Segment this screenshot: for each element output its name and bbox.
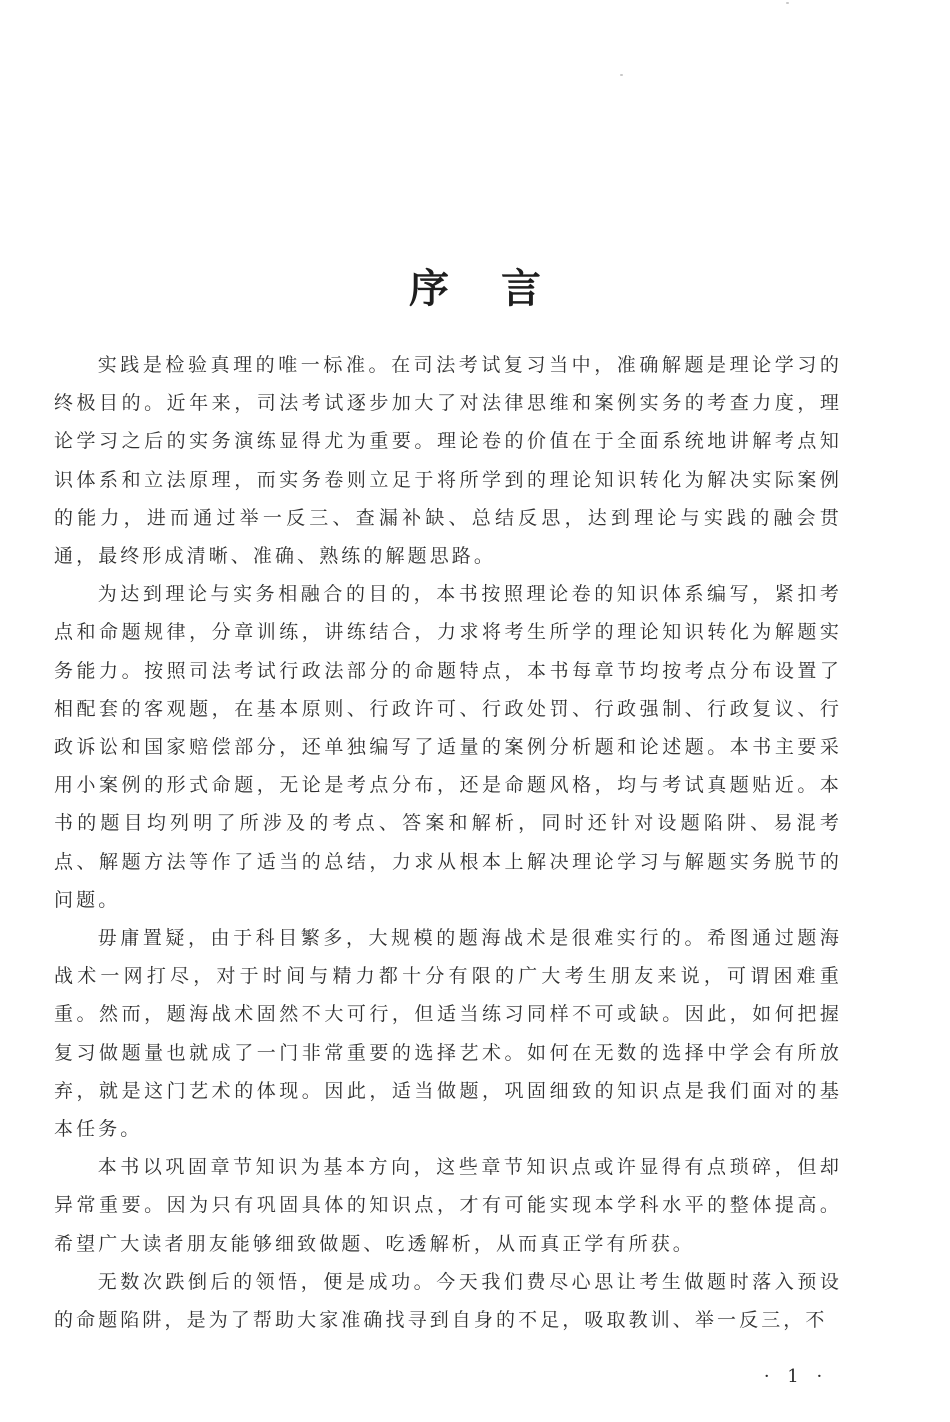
paragraph: 本书以巩固章节知识为基本方向，这些章节知识点或许显得有点琐碎，但却异常重要。因为只有巩固具体的知识点，才有可能实现本学科水平的整体提高。希望广大读者朋友能够细致做题、吃透解析，从而真正学有所获。 bbox=[54, 1156, 842, 1255]
page-number: · 1 · bbox=[763, 1366, 829, 1387]
scan-speck bbox=[786, 2, 789, 4]
paragraph: 实践是检验真理的唯一标准。在司法考试复习当中，准确解题是理论学习的终极目的。近年来，司法考试逐步加大了对法律思维和案例实务的考查力度，理论学习之后的实务演练显得尤为重要。理论卷的价值在于全面系统地讲解考点知识体系和立法原理，而实务卷则立足于将所学到的理论知识转化为解决实际案例的能力，进而通过举一反三、查漏补缺、总结反思，达到理论与实践的融会贯通，最终形成清晰、准确、熟练的解题思路。 bbox=[54, 354, 842, 568]
paragraph: 无数次跌倒后的领悟，便是成功。今天我们费尽心思让考生做题时落入预设的命题陷阱，是为了帮助大家准确找寻到自身的不足，吸取教训、举一反三，不 bbox=[54, 1270, 842, 1332]
page-title: 序言 bbox=[409, 264, 593, 312]
scan-speck bbox=[620, 74, 623, 76]
paragraph: 毋庸置疑，由于科目繁多，大规模的题海战术是很难实行的。希图通过题海战术一网打尽，对于时间与精力都十分有限的广大考生朋友来说，可谓困难重重。然而，题海战术固然不大可行，但适当练习同样不可或缺。因此，如何把握复习做题量也就成了一门非常重要的选择艺术。如何在无数的选择中学会有所放弃，就是这门艺术的体现。因此，适当做题，巩固细致的知识点是我们面对的基本任务。 bbox=[54, 927, 842, 1141]
preface-body bbox=[54, 346, 842, 1339]
paragraph: 为达到理论与实务相融合的目的，本书按照理论卷的知识体系编写，紧扣考点和命题规律，分章训练，讲练结合，力求将考生所学的理论知识转化为解题实务能力。按照司法考试行政法部分的命题特点，本书每章节均按考点分布设置了相配套的客观题，在基本原则、行政许可、行政处罚、行政强制、行政复议、行政诉讼和国家赔偿部分，还单独编写了适量的案例分析题和论述题。本书主要采用小案例的形式命题，无论是考点分布，还是命题风格，均与考试真题贴近。本书的题目均列明了所涉及的考点、答案和解析，同时还针对设题陷阱、易混考点、解题方法等作了适当的总结，力求从根本上解决理论学习与解题实务脱节的问题。 bbox=[54, 583, 842, 911]
